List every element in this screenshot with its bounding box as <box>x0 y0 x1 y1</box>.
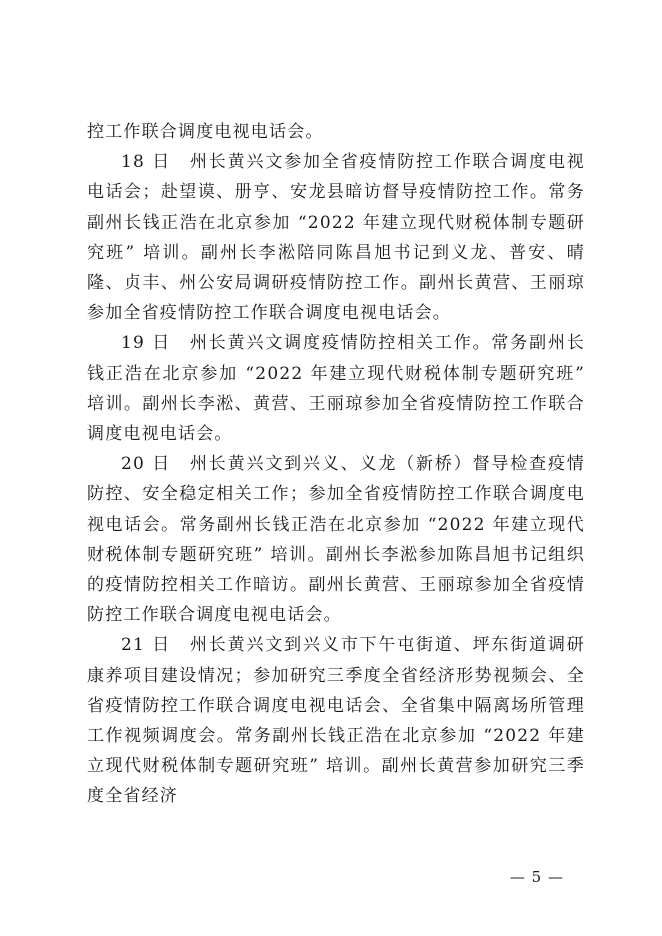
paragraph-day-19: 19 日 州长黄兴文调度疫情防控相关工作。常务副州长钱正浩在北京参加 “2022 年建立现代财税体制专题研究班” 培训。副州长李淞、黄营、王丽琼参加全省疫情防控工作联合调度电视电话会。 <box>87 333 585 445</box>
body-text <box>87 117 585 812</box>
page-number: — 5 — <box>509 868 564 886</box>
paragraph-continuation: 控工作联合调度电视电话会。 <box>87 122 324 142</box>
paragraph-day-18: 18 日 州长黄兴文参加全省疫情防控工作联合调度电视电话会；赴望谟、册亨、安龙县暗访督导疫情防控工作。常务副州长钱正浩在北京参加 “2022 年建立现代财税体制专题研究班” 培训。副州长李淞陪同陈昌旭书记到义龙、普安、晴隆、贞丰、州公安局调研疫情防控工作。副州长黄营、王丽琼参加全省疫情防控工作联合调度电视电话会。 <box>87 152 585 324</box>
paragraph-day-21: 21 日 州长黄兴文到兴义市下午屯街道、坪东街道调研康养项目建设情况；参加研究三季度全省经济形势视频会、全省疫情防控工作联合调度电视电话会、全省集中隔离场所管理工作视频调度会。常务副州长钱正浩在北京参加 “2022 年建立现代财税体制专题研究班” 培训。副州长黄营参加研究三季度全省经济 <box>87 635 585 807</box>
paragraph-day-20: 20 日 州长黄兴文到兴义、义龙（新桥）督导检查疫情防控、安全稳定相关工作；参加全省疫情防控工作联合调度电视电话会。常务副州长钱正浩在北京参加 “2022 年建立现代财税体制专题研究班” 培训。副州长李淞参加陈昌旭书记组织的疫情防控相关工作暗访。副州长黄营、王丽琼参加全省疫情防控工作联合调度电视电话会。 <box>87 454 585 626</box>
